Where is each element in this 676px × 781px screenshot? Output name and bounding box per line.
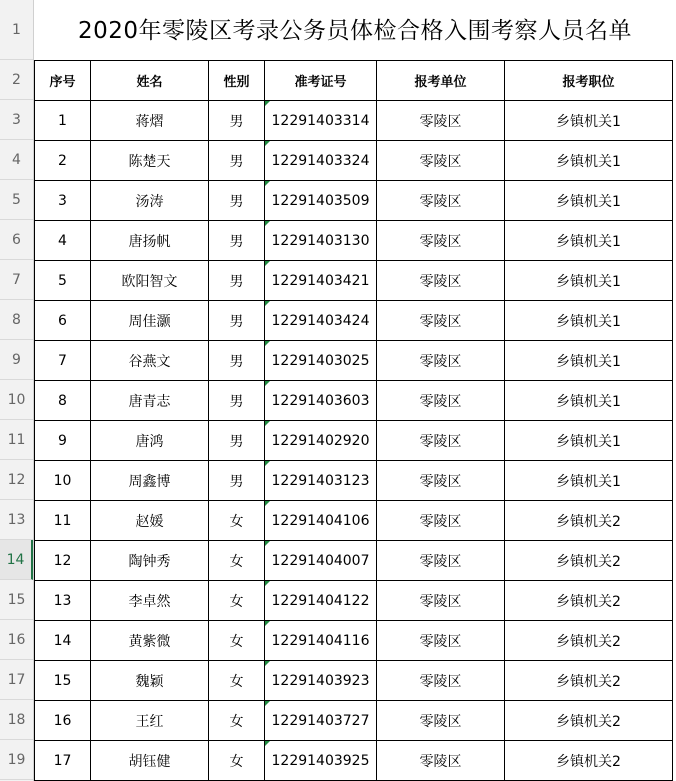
row-header-6[interactable]: 6: [0, 220, 33, 260]
cell-exam-id[interactable]: 12291403727: [265, 701, 377, 741]
table-row: [35, 261, 673, 301]
table-row: [35, 621, 673, 661]
table-row: [35, 661, 673, 701]
cell-index[interactable]: 13: [35, 581, 91, 621]
cell-gender[interactable]: 男: [209, 221, 265, 261]
row-header-8[interactable]: 8: [0, 300, 33, 340]
row-header-15[interactable]: 15: [0, 580, 33, 620]
cell-index[interactable]: 6: [35, 301, 91, 341]
cell-index[interactable]: 12: [35, 541, 91, 581]
table-row: [35, 541, 673, 581]
cell-position[interactable]: 乡镇机关2: [505, 581, 673, 621]
column-header[interactable]: 性别: [209, 61, 265, 101]
cell-exam-id[interactable]: 12291403324: [265, 141, 377, 181]
cell-unit[interactable]: 零陵区: [377, 381, 505, 421]
cell-unit[interactable]: 零陵区: [377, 661, 505, 701]
cell-unit[interactable]: 零陵区: [377, 581, 505, 621]
row-header-11[interactable]: 11: [0, 420, 33, 460]
row-header-18[interactable]: 18: [0, 700, 33, 740]
cell-index[interactable]: 16: [35, 701, 91, 741]
cell-unit[interactable]: 零陵区: [377, 341, 505, 381]
cell-exam-id[interactable]: 12291403509: [265, 181, 377, 221]
table-row: [35, 701, 673, 741]
row-header-17[interactable]: 17: [0, 660, 33, 700]
cell-unit[interactable]: 零陵区: [377, 301, 505, 341]
column-header[interactable]: 姓名: [91, 61, 209, 101]
cell-exam-id[interactable]: 12291403025: [265, 341, 377, 381]
data-table: [34, 60, 673, 781]
table-row: [35, 341, 673, 381]
cell-name[interactable]: 赵媛: [91, 501, 209, 541]
cell-index[interactable]: 14: [35, 621, 91, 661]
row-header-2[interactable]: 2: [0, 60, 33, 100]
row-header-19[interactable]: 19: [0, 740, 33, 780]
cell-gender[interactable]: 女: [209, 501, 265, 541]
cell-position[interactable]: 乡镇机关2: [505, 661, 673, 701]
cell-exam-id[interactable]: 12291403925: [265, 741, 377, 781]
cell-exam-id[interactable]: 12291403314: [265, 101, 377, 141]
cell-unit[interactable]: 零陵区: [377, 261, 505, 301]
table-row: [35, 741, 673, 781]
cell-index[interactable]: 5: [35, 261, 91, 301]
cell-name[interactable]: 蒋熠: [91, 101, 209, 141]
cell-unit[interactable]: 零陵区: [377, 701, 505, 741]
cell-index[interactable]: 3: [35, 181, 91, 221]
cell-name[interactable]: 王红: [91, 701, 209, 741]
cell-gender[interactable]: 男: [209, 341, 265, 381]
cell-index[interactable]: 9: [35, 421, 91, 461]
cell-name[interactable]: 李卓然: [91, 581, 209, 621]
cell-exam-id[interactable]: 12291403130: [265, 221, 377, 261]
row-header-9[interactable]: 9: [0, 340, 33, 380]
cell-position[interactable]: 乡镇机关1: [505, 221, 673, 261]
table-row: [35, 501, 673, 541]
row-header-5[interactable]: 5: [0, 180, 33, 220]
cell-gender[interactable]: 男: [209, 141, 265, 181]
cell-gender[interactable]: 男: [209, 101, 265, 141]
cell-exam-id[interactable]: 12291403123: [265, 461, 377, 501]
cell-gender[interactable]: 男: [209, 181, 265, 221]
cell-index[interactable]: 10: [35, 461, 91, 501]
cell-gender[interactable]: 女: [209, 581, 265, 621]
table-row: [35, 581, 673, 621]
cell-name[interactable]: 唐青志: [91, 381, 209, 421]
row-header-13[interactable]: 13: [0, 500, 33, 540]
cell-gender[interactable]: 男: [209, 301, 265, 341]
cell-name[interactable]: 陶钟秀: [91, 541, 209, 581]
table-row: [35, 301, 673, 341]
cell-unit[interactable]: 零陵区: [377, 141, 505, 181]
cell-gender[interactable]: 男: [209, 261, 265, 301]
table-row: [35, 461, 673, 501]
cell-unit[interactable]: 零陵区: [377, 461, 505, 501]
row-header-1[interactable]: 1: [0, 0, 33, 60]
sheet-title[interactable]: 2020年零陵区考录公务员体检合格入围考察人员名单: [77, 18, 633, 44]
cell-gender[interactable]: 女: [209, 741, 265, 781]
cell-position[interactable]: 乡镇机关2: [505, 701, 673, 741]
column-header[interactable]: 准考证号: [265, 61, 377, 101]
cell-index[interactable]: 1: [35, 101, 91, 141]
cell-position[interactable]: 乡镇机关1: [505, 261, 673, 301]
cell-position[interactable]: 乡镇机关2: [505, 741, 673, 781]
cell-name[interactable]: 唐鸿: [91, 421, 209, 461]
cell-position[interactable]: 乡镇机关2: [505, 501, 673, 541]
cell-exam-id[interactable]: 12291403421: [265, 261, 377, 301]
cell-position[interactable]: 乡镇机关1: [505, 181, 673, 221]
row-header-3[interactable]: 3: [0, 100, 33, 140]
row-header-10[interactable]: 10: [0, 380, 33, 420]
cell-unit[interactable]: 零陵区: [377, 541, 505, 581]
cell-position[interactable]: 乡镇机关1: [505, 101, 673, 141]
cell-position[interactable]: 乡镇机关2: [505, 621, 673, 661]
cell-name[interactable]: 胡钰健: [91, 741, 209, 781]
cell-position[interactable]: 乡镇机关1: [505, 301, 673, 341]
cell-unit[interactable]: 零陵区: [377, 621, 505, 661]
cell-unit[interactable]: 零陵区: [377, 421, 505, 461]
cell-index[interactable]: 4: [35, 221, 91, 261]
cell-position[interactable]: 乡镇机关2: [505, 541, 673, 581]
cell-name[interactable]: 周佳灏: [91, 301, 209, 341]
row-header-16[interactable]: 16: [0, 620, 33, 660]
cell-index[interactable]: 2: [35, 141, 91, 181]
table-row: [35, 421, 673, 461]
cell-gender[interactable]: 男: [209, 421, 265, 461]
cell-name[interactable]: 谷燕文: [91, 341, 209, 381]
column-header[interactable]: 报考单位: [377, 61, 505, 101]
cell-index[interactable]: 7: [35, 341, 91, 381]
cell-exam-id[interactable]: 12291404116: [265, 621, 377, 661]
row-header-4[interactable]: 4: [0, 140, 33, 180]
cell-unit[interactable]: 零陵区: [377, 101, 505, 141]
cell-index[interactable]: 15: [35, 661, 91, 701]
cell-gender[interactable]: 女: [209, 701, 265, 741]
cell-exam-id[interactable]: 12291404122: [265, 581, 377, 621]
cell-gender[interactable]: 女: [209, 541, 265, 581]
cell-unit[interactable]: 零陵区: [377, 221, 505, 261]
cell-exam-id[interactable]: 12291403923: [265, 661, 377, 701]
cell-unit[interactable]: 零陵区: [377, 501, 505, 541]
table-row: [35, 141, 673, 181]
cell-name[interactable]: 黄紫微: [91, 621, 209, 661]
cell-exam-id[interactable]: 12291403424: [265, 301, 377, 341]
header-row: [35, 61, 673, 101]
row-header-14[interactable]: 14: [0, 540, 33, 580]
cell-position[interactable]: 乡镇机关1: [505, 341, 673, 381]
cell-name[interactable]: 周鑫博: [91, 461, 209, 501]
cell-gender[interactable]: 女: [209, 621, 265, 661]
cell-position[interactable]: 乡镇机关1: [505, 421, 673, 461]
column-header[interactable]: 报考职位: [505, 61, 673, 101]
column-header[interactable]: 序号: [35, 61, 91, 101]
cell-position[interactable]: 乡镇机关1: [505, 381, 673, 421]
cell-index[interactable]: 17: [35, 741, 91, 781]
table-row: [35, 101, 673, 141]
table-row: [35, 181, 673, 221]
cell-exam-id[interactable]: 12291402920: [265, 421, 377, 461]
cell-unit[interactable]: 零陵区: [377, 741, 505, 781]
cell-exam-id[interactable]: 12291403603: [265, 381, 377, 421]
table-row: [35, 221, 673, 261]
cell-position[interactable]: 乡镇机关1: [505, 141, 673, 181]
cell-name[interactable]: 魏颖: [91, 661, 209, 701]
cell-position[interactable]: 乡镇机关1: [505, 461, 673, 501]
row-header-column: [0, 0, 34, 781]
cell-gender[interactable]: 男: [209, 461, 265, 501]
cell-name[interactable]: 汤涛: [91, 181, 209, 221]
cell-gender[interactable]: 男: [209, 381, 265, 421]
cell-name[interactable]: 唐扬帆: [91, 221, 209, 261]
cell-name[interactable]: 欧阳智文: [91, 261, 209, 301]
cell-gender[interactable]: 女: [209, 661, 265, 701]
table-row: [35, 381, 673, 421]
cell-index[interactable]: 8: [35, 381, 91, 421]
row-header-7[interactable]: 7: [0, 260, 33, 300]
cell-name[interactable]: 陈楚天: [91, 141, 209, 181]
cell-exam-id[interactable]: 12291404007: [265, 541, 377, 581]
cell-index[interactable]: 11: [35, 501, 91, 541]
cell-exam-id[interactable]: 12291404106: [265, 501, 377, 541]
cell-unit[interactable]: 零陵区: [377, 181, 505, 221]
row-header-12[interactable]: 12: [0, 460, 33, 500]
